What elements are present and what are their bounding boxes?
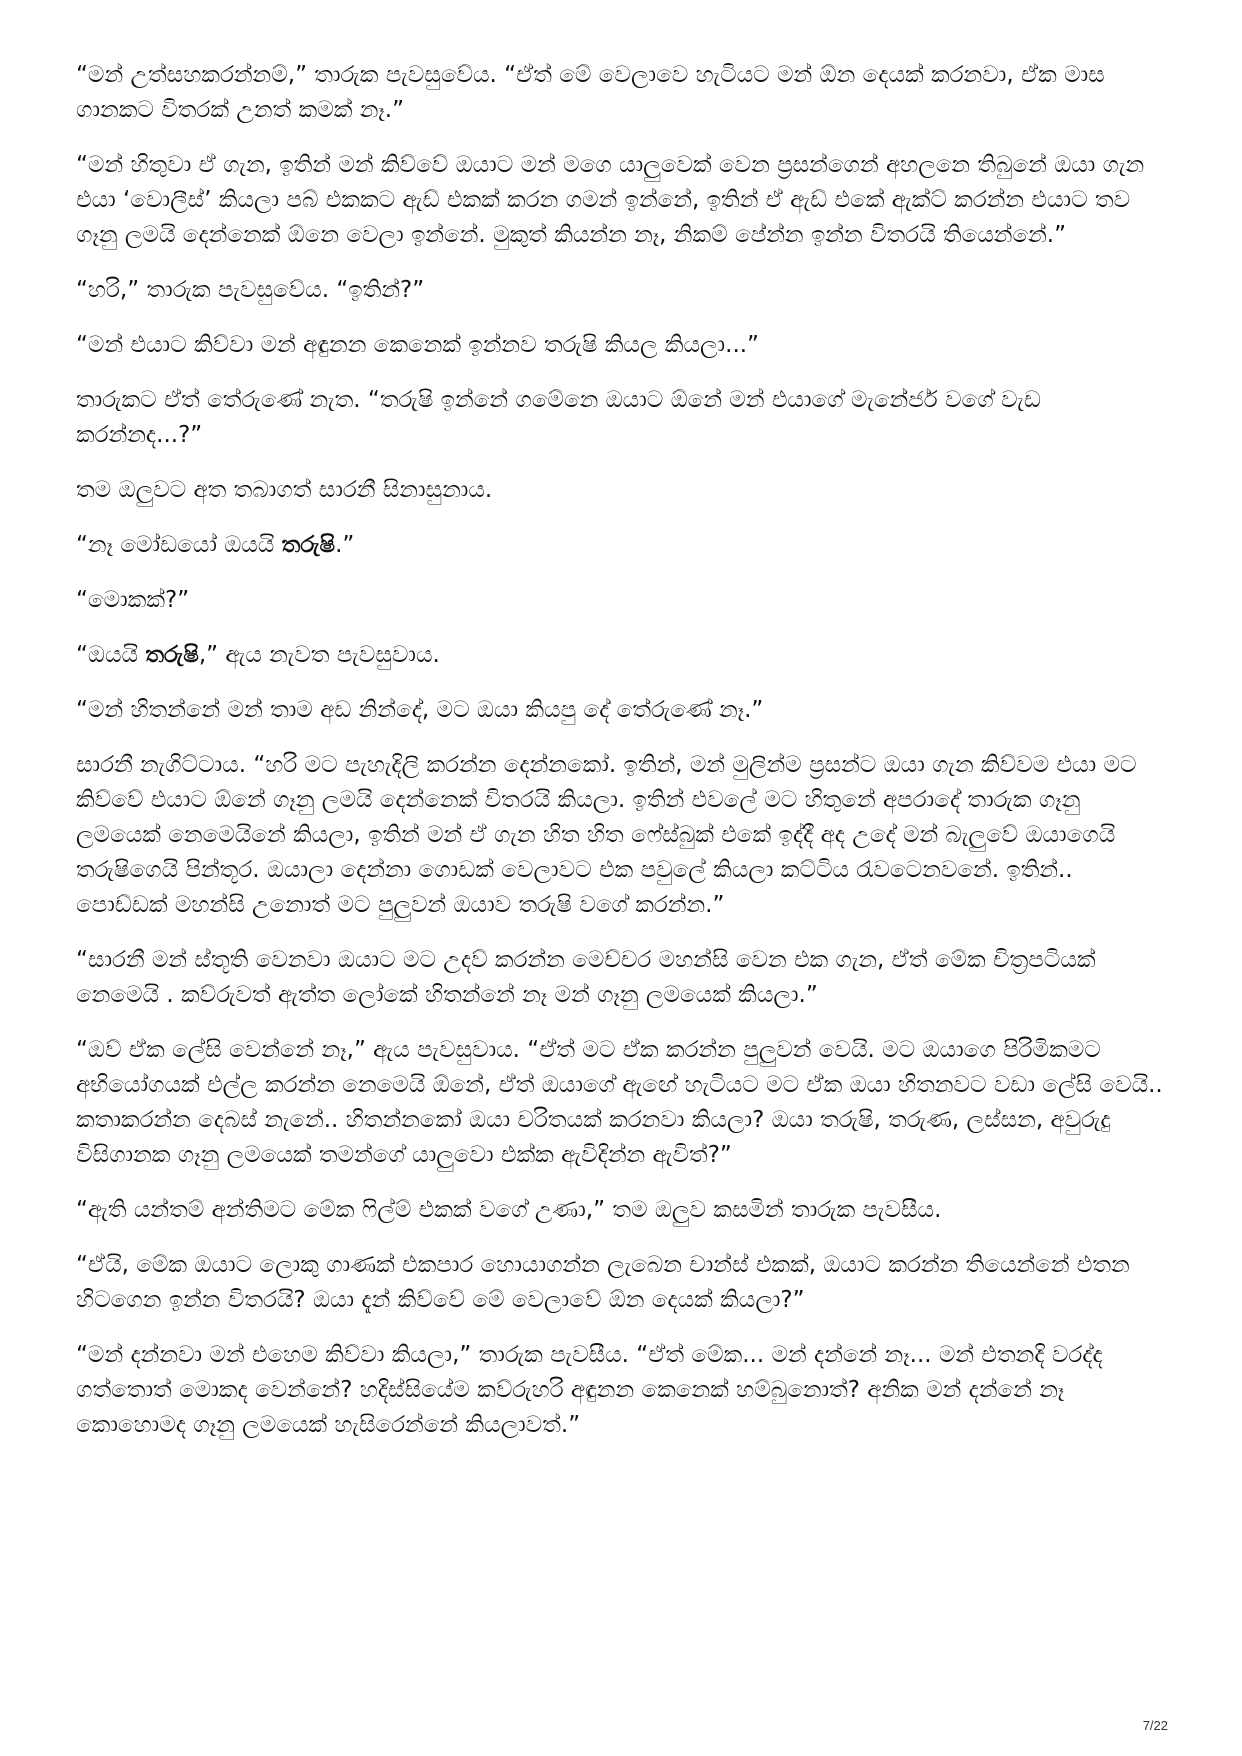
paragraph-9-suffix: ,” ඇය නැවත පැවසුවාය. — [198, 642, 440, 668]
paragraph-12: “සාරනී මන් ස්තූති වෙනවා ඔයාට මට උදව් කරන්න මෙච්චර මහන්සි වෙන එක ගැන, ඒත් මේක චිත්‍රපටියක් නෙමෙයි . කව්රුවත් ඇත්ත ලෝකේ හිතන්නේ නෑ මන් ගෑනු ලමයෙක් කියලා.” — [76, 947, 1096, 1008]
bold-name-tarushi: තරුෂි — [281, 532, 336, 558]
paragraph-7-suffix: .” — [335, 532, 355, 558]
paragraph-14: “ඇති යන්තම් අන්තිමට මේක ෆිල්ම් එකක් වගේ උණා,” තම ඔලුව කසමින් තාරුක පැවසීය. — [76, 1197, 942, 1223]
paragraph-1: “මන් උත්සහකරන්නම්,” තාරුක පැවසුවේය. “ඒත් මේ වෙලාවෙ හැටියට මන් ඕන දෙයක් කරනවා, ඒක මාස ගානකට විතරක් උනත් කමක් නෑ.” — [76, 62, 1105, 123]
paragraph-4: “මන් එයාට කිව්වා මන් අඳුනන කෙනෙක් ඉන්නව තරුෂි කියල කියලා...” — [76, 332, 759, 358]
bold-name-tarushi-2: තරුෂි — [145, 642, 199, 668]
paragraph-16: “මන් දන්නවා මන් එහෙම කිව්වා කියලා,” තාරුක පැවසීය. “ඒත් මේක... මන් දන්නේ නෑ... මන් එතනදි වරද්ද ගත්තොත් මොකද වෙන්නේ? හදිස්සියේම කව්රුහරි අඳුනන කෙනෙක් හම්බුනොත්? අනික මන් දන්නේ නෑ කොහොමද ගෑනු ලමයෙක් හැසිරෙන්නේ කියලාවත්.” — [76, 1342, 1103, 1438]
paragraph-8: “මොකක්?” — [76, 587, 190, 613]
paragraph-11: සාරනී නැගිට්ටාය. “හරි මට පැහැදිලි කරන්න දෙන්නකෝ. ඉතින්, මන් මුලින්ම ප්‍රසන්ට ඔයා ගැන කිව්වම එයා මට කිව්වේ එයාට ඕනේ ගෑනු ලමයි දෙන්නෙක් විතරයි කියලා. ඉතින් එවලේ මට හිතුනේ අපරාදේ තාරුක ගෑනු ලමයෙක් නෙමෙයිනේ කියලා, ඉතින් මන් ඒ ගැන හිත හිත ෆේස්බුක් එකේ ඉද්දී අද උදේ මන් බැලුවේ ඔයාගෙයි තරුෂිගෙයි පින්තූර. ඔයාලා දෙන්නා ගොඩක් වෙලාවට එක පවුලේ කියලා කට්ටිය රැවටෙනවනේ. ඉතින්.. පොඩ්ඩක් මහන්සි උනොත් මට පුලුවන් ඔයාව තරුෂි වගේ කරන්න.” — [76, 752, 1137, 918]
paragraph-2: “මන් හිතුවා ඒ ගැන, ඉතින් මන් කිව්වේ ඔයාට මන් මගෙ යාලුවෙක් වෙන ප්‍රසන්ගෙන් අහලනෙ තිබුනේ ඔයා ගැන එයා ‘වොලීස්’ කියලා පබ් එකකට ඇඩ් එකක් කරන ගමන් ඉන්නේ, ඉතින් ඒ ඇඩ් එකේ ඇක්ට් කරන්න එයාට තව ගෑනු ලමයි දෙන්නෙක් ඕනෙ වෙලා ඉන්නේ. මුකුත් කියන්න නෑ, නිකම් පේන්න ඉන්න විතරයි තියෙන්නේ.” — [76, 152, 1145, 248]
paragraph-13: “ඔව් ඒක ලේසි වෙන්නේ නෑ,” ඇය පැවසුවාය. “ඒත් මට ඒක කරන්න පුලුවන් වෙයි. මට ඔයාගෙ පිරිමිකමට අභියෝගයක් එල්ල කරන්න නෙමෙයි ඕනේ, ඒත් ඔයාගේ ඇඟේ හැටියට මට ඒක ඔයා හිතනවට වඩා ලේසි වෙයි.. කතාකරන්න දෙබස් නැනේ.. හිතන්නකෝ ඔයා චරිතයක් කරනවා කියලා? ඔයා තරුෂි, තරුණ, ලස්සන, අවුරුදු විසිගානක ගෑනු ලමයෙක් තමන්ගේ යාලුවො එක්ක ඇවිදින්න ඇවිත්?” — [76, 1037, 1163, 1168]
paragraph-6: තම ඔලුවට අත තබාගත් සාරනී සිනාසුනාය. — [76, 477, 493, 503]
paragraph-5: තාරුකට ඒත් තේරුණේ නැත. “තරුෂි ඉන්නේ ගමේනෙ ඔයාට ඕනේ මන් එයාගේ මැනේජර් වගේ වැඩ කරන්නද...?” — [76, 387, 1041, 448]
paragraph-10: “මන් හිතන්නේ මන් තාම අඩ නින්දේ, මට ඔයා කියපු දේ තේරුණේ නෑ.” — [76, 697, 764, 723]
paragraph-9-prefix: “ඔයයි — [76, 642, 146, 668]
page-number: 7/22 — [1142, 1718, 1168, 1733]
story-text — [76, 58, 1168, 1463]
paragraph-15: “ඒයි, මේක ඔයාට ලොකු ගාණක් එකපාර හොයාගන්න ලැබෙන චාන්ස් එකක්, ඔයාට කරන්න තියෙන්නේ එතන හිටගෙන ඉන්න විතරයි? ඔයා දැන් කිව්වේ මේ වෙලාවේ ඕන දෙයක් කියලා?” — [76, 1252, 1130, 1313]
paragraph-9 — [76, 638, 1168, 673]
paragraph-7 — [76, 528, 1168, 563]
paragraph-3: “හරි,” තාරුක පැවසුවේය. “ඉතින්?” — [76, 277, 425, 303]
paragraph-7-prefix: “නෑ මෝඩයෝ ඔයයි — [76, 532, 282, 558]
